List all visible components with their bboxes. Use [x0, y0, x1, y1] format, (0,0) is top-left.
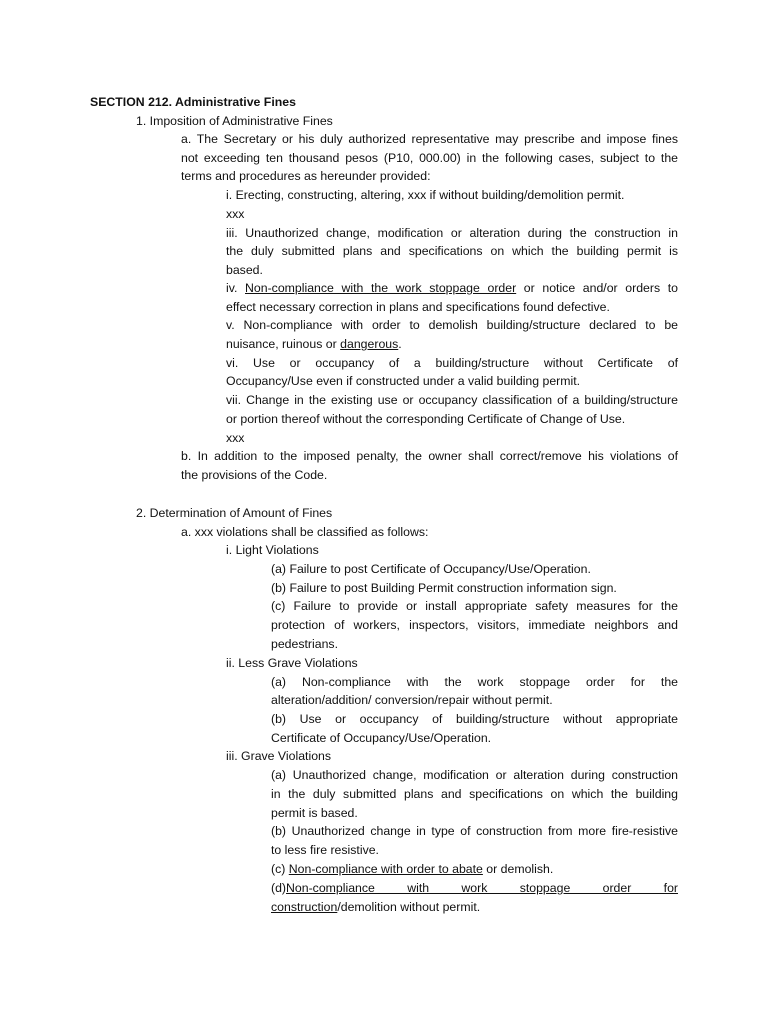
- item-i: i. Erecting, constructing, altering, xxx if without building/demolition permit.: [226, 188, 625, 202]
- item-iv-suffix: or notice and/or orders to: [516, 281, 678, 295]
- item-v-line2-suffix: .: [398, 337, 402, 351]
- item-iv-line1: [226, 279, 678, 297]
- less-grave-b-line1: (b) Use or occupancy of building/structure without appropriate: [271, 712, 678, 726]
- grave-c: [271, 860, 678, 878]
- part1-heading: 1. Imposition of Administrative Fines: [136, 114, 333, 128]
- less-grave-a-line1: (a) Non-compliance with the work stoppage order for the: [271, 675, 678, 689]
- grave-d-suffix: /demolition without permit.: [337, 900, 481, 914]
- light-violations-heading: i. Light Violations: [226, 543, 319, 557]
- light-violation-a: (a) Failure to post Certificate of Occupancy/Use/Operation.: [271, 562, 591, 576]
- grave-d-prefix: (d): [271, 881, 287, 895]
- light-violation-b: (b) Failure to post Building Permit construction information sign.: [271, 581, 617, 595]
- item-vi-line2: Occupancy/Use even if constructed under a valid building permit.: [226, 374, 581, 388]
- xxx-marker-1: xxx: [226, 207, 245, 221]
- item-v-line2-underlined: dangerous: [340, 337, 399, 351]
- xxx-marker-2: xxx: [226, 431, 245, 445]
- grave-b-line2: to less fire resistive.: [271, 843, 379, 857]
- light-violation-c-line3: pedestrians.: [271, 637, 338, 651]
- grave-a-line1: (a) Unauthorized change, modification or alteration during construction: [271, 768, 678, 782]
- item-vii-line1: vii. Change in the existing use or occupancy classification of a building/structure: [226, 393, 678, 407]
- grave-violations-heading: iii. Grave Violations: [226, 749, 332, 763]
- less-grave-a-line2: alteration/addition/ conversion/repair without permit.: [271, 693, 553, 707]
- item-iv-line2: effect necessary correction in plans and specifications found defective.: [226, 300, 610, 314]
- part1-para-a-line3: terms and procedures as hereunder provided:: [181, 169, 431, 183]
- item-v-line2-prefix: nuisance, ruinous or: [226, 337, 341, 351]
- grave-a-line3: permit is based.: [271, 806, 358, 820]
- item-v-line2: [226, 335, 678, 353]
- grave-c-suffix: or demolish.: [482, 862, 554, 876]
- item-v-line1: v. Non-compliance with order to demolish building/structure declared to be: [226, 318, 678, 332]
- item-vii-line2: or portion thereof without the corresponding Certificate of Change of Use.: [226, 412, 626, 426]
- light-violation-c-line1: (c) Failure to provide or install appropriate safety measures for the: [271, 599, 678, 613]
- item-iii-line1: iii. Unauthorized change, modification or alteration during the construction in: [226, 226, 678, 240]
- item-iv-prefix: iv.: [226, 281, 246, 295]
- light-violation-c-line2: protection of workers, inspectors, visitors, immediate neighbors and: [271, 618, 678, 632]
- part2-heading: 2. Determination of Amount of Fines: [136, 506, 333, 520]
- grave-c-prefix: (c): [271, 862, 289, 876]
- grave-a-line2: in the duly submitted plans and specifications on which the building: [271, 787, 678, 801]
- part2-para-a: a. xxx violations shall be classified as follows:: [181, 525, 429, 539]
- item-iv-underlined: Non-compliance with the work stoppage order: [245, 281, 517, 295]
- item-iii-line2: the duly submitted plans and specifications on which the building permit is: [226, 244, 678, 258]
- item-vi-line1: vi. Use or occupancy of a building/structure without Certificate of: [226, 356, 678, 370]
- grave-d-line2: [271, 898, 678, 916]
- section-title: SECTION 212. Administrative Fines: [90, 95, 296, 109]
- less-grave-b-line2: Certificate of Occupancy/Use/Operation.: [271, 731, 492, 745]
- grave-d-underlined-2: construction: [271, 900, 338, 914]
- part1-para-b-line2: the provisions of the Code.: [181, 468, 328, 482]
- grave-d-line1: [271, 879, 678, 897]
- less-grave-violations-heading: ii. Less Grave Violations: [226, 656, 358, 670]
- item-iii-line3: based.: [226, 263, 263, 277]
- part1-para-a-line1: a. The Secretary or his duly authorized representative may prescribe and impose fines: [181, 132, 678, 146]
- grave-d-underlined: Non-compliance with work stoppage order for: [286, 881, 678, 895]
- grave-c-underlined: Non-compliance with order to abate: [288, 862, 483, 876]
- part1-para-a-line2: not exceeding ten thousand pesos (P10, 000.00) in the following cases, subject to the: [181, 151, 678, 165]
- part1-para-b-line1: b. In addition to the imposed penalty, the owner shall correct/remove his violations of: [181, 449, 678, 463]
- grave-b-line1: (b) Unauthorized change in type of construction from more fire-resistive: [271, 824, 678, 838]
